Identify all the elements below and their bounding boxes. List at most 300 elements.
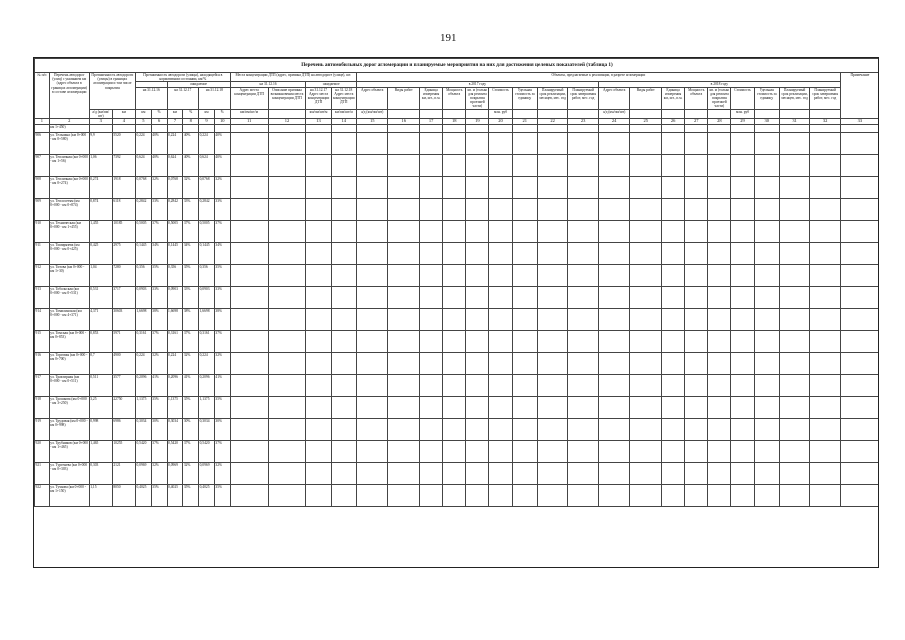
empty-cell bbox=[731, 485, 754, 507]
cell-p1: 37% bbox=[151, 441, 167, 463]
cell-len: 9,9 bbox=[89, 133, 112, 155]
cell-v2: 1,1375 bbox=[167, 397, 183, 419]
empty-cell bbox=[230, 177, 268, 199]
cell-len: 0,303 bbox=[89, 463, 112, 485]
unit-km-cov: км bbox=[112, 109, 135, 118]
empty-cell bbox=[598, 463, 630, 485]
empty-cell bbox=[537, 419, 568, 441]
empty-cell bbox=[568, 199, 599, 221]
cell-n: 917 bbox=[35, 375, 50, 397]
empty-cell bbox=[810, 221, 841, 243]
empty-cell bbox=[708, 221, 731, 243]
cell-n: 913 bbox=[35, 287, 50, 309]
cell-p1: 34% bbox=[151, 243, 167, 265]
unit-accident: км/пм/шт/м bbox=[230, 109, 268, 118]
empty-cell bbox=[331, 331, 356, 353]
empty-cell bbox=[306, 353, 331, 375]
empty-cell bbox=[268, 199, 306, 221]
empty-cell bbox=[356, 485, 388, 507]
cell-p1: 32% bbox=[151, 353, 167, 375]
empty-cell bbox=[568, 265, 599, 287]
header-year-2018: в 2018 году bbox=[598, 82, 840, 87]
empty-cell bbox=[685, 331, 708, 353]
empty-cell bbox=[537, 485, 568, 507]
header-capacity-2018: Мощность объекта bbox=[685, 87, 708, 109]
empty-cell bbox=[537, 353, 568, 375]
empty-cell bbox=[331, 199, 356, 221]
empty-cell bbox=[306, 199, 331, 221]
page-number: 191 bbox=[440, 32, 457, 44]
header-object-address-2017: Адрес объекта bbox=[356, 87, 388, 109]
empty-cell bbox=[268, 331, 306, 353]
empty-cell bbox=[840, 221, 879, 243]
cell-v3: 0,5420 bbox=[199, 441, 215, 463]
empty-cell bbox=[598, 397, 630, 419]
empty-cell bbox=[443, 331, 466, 353]
cell-cov: 1918 bbox=[112, 177, 135, 199]
cell-cov: 2975 bbox=[112, 243, 135, 265]
cell-name: ул. Тельмана (км 0+000 - км 0+580) bbox=[49, 133, 89, 155]
table-row bbox=[35, 375, 880, 397]
cell-v3: 0,2096 bbox=[199, 375, 215, 397]
empty-cell bbox=[779, 287, 810, 309]
empty-cell bbox=[443, 177, 466, 199]
empty-cell bbox=[708, 199, 731, 221]
empty-cell bbox=[810, 375, 841, 397]
unit-object-2017: а/д (км/пм/шт) bbox=[356, 109, 388, 118]
empty-cell bbox=[443, 155, 466, 177]
empty-cell bbox=[466, 155, 489, 177]
empty-cell bbox=[598, 353, 630, 375]
empty-cell bbox=[420, 419, 443, 441]
empty-cell bbox=[685, 243, 708, 265]
empty-cell bbox=[443, 485, 466, 507]
empty-cell bbox=[731, 309, 754, 331]
cell-p3: 32% bbox=[214, 177, 230, 199]
cell-p1: 40% bbox=[151, 155, 167, 177]
empty-cell bbox=[489, 441, 512, 463]
empty-cell bbox=[840, 375, 879, 397]
empty-cell bbox=[388, 375, 420, 397]
header-accident-places: Места концентрации ДТП (адрес, причина ДТП) на автодороге (улице), шт. bbox=[230, 73, 356, 82]
cell-n: 914 bbox=[35, 309, 50, 331]
table-row bbox=[35, 485, 880, 507]
column-number: 26 bbox=[662, 119, 685, 125]
column-number: 30 bbox=[754, 119, 779, 125]
header-road-list: Перечень автодорог (улиц) с указанием км (адрес объекта в границах агломерации) в составе агломерации bbox=[49, 73, 89, 119]
empty-cell bbox=[537, 463, 568, 485]
empty-cell bbox=[598, 309, 630, 331]
empty-cell bbox=[388, 221, 420, 243]
empty-cell bbox=[306, 375, 331, 397]
empty-cell bbox=[630, 441, 662, 463]
cell-v3: 0,1445 bbox=[199, 243, 215, 265]
cell-name: ул. Томилинская (км 0+000 - км 4+371) bbox=[49, 309, 89, 331]
empty-cell bbox=[685, 221, 708, 243]
cell-v2: 0,1445 bbox=[167, 243, 183, 265]
empty-cell bbox=[685, 309, 708, 331]
empty-cell bbox=[810, 177, 841, 199]
empty-cell bbox=[840, 331, 879, 353]
cell-p2: 33% bbox=[183, 199, 199, 221]
empty-cell bbox=[662, 419, 685, 441]
empty-cell bbox=[489, 485, 512, 507]
column-number: 29 bbox=[731, 119, 754, 125]
empty-cell bbox=[489, 463, 512, 485]
empty-cell bbox=[443, 397, 466, 419]
empty-cell bbox=[708, 485, 731, 507]
empty-cell bbox=[443, 309, 466, 331]
empty-cell bbox=[598, 199, 630, 221]
cell-v1: 0,5005 bbox=[135, 221, 151, 243]
empty-cell bbox=[443, 441, 466, 463]
cell-v3: 1,1375 bbox=[199, 397, 215, 419]
empty-cell bbox=[630, 265, 662, 287]
cell-cov: 30603 bbox=[112, 309, 135, 331]
empty-cell bbox=[731, 287, 754, 309]
cell-cov: 4900 bbox=[112, 353, 135, 375]
cell-p3: 35% bbox=[214, 265, 230, 287]
empty-cell bbox=[662, 199, 685, 221]
cell-p3: 34% bbox=[214, 243, 230, 265]
cell-p1: 35% bbox=[151, 397, 167, 419]
empty-cell bbox=[662, 265, 685, 287]
cell-p3: 40% bbox=[214, 155, 230, 177]
cell-len: 0,7 bbox=[89, 353, 112, 375]
cell-p1: 32% bbox=[151, 463, 167, 485]
empty-cell bbox=[443, 463, 466, 485]
empty-cell bbox=[840, 199, 879, 221]
empty-cell bbox=[731, 243, 754, 265]
cell-v2: 0,0969 bbox=[167, 463, 183, 485]
header-expected-accident: ожидаемое bbox=[306, 82, 357, 87]
cell-name: ул. Тепличная (км 0+000 - км 1+56) bbox=[49, 155, 89, 177]
empty-cell bbox=[489, 353, 512, 375]
empty-cell bbox=[512, 243, 537, 265]
cell-p1: 30% bbox=[151, 419, 167, 441]
empty-cell bbox=[754, 155, 779, 177]
cell-name: ул. Техническая (км 0+000 - км 1+455) bbox=[49, 221, 89, 243]
empty-cell bbox=[331, 265, 356, 287]
empty-cell bbox=[840, 463, 879, 485]
cell-len: 0,853 bbox=[89, 331, 112, 353]
empty-cell bbox=[306, 397, 331, 419]
cell-v1: 0,5420 bbox=[135, 441, 151, 463]
empty-cell bbox=[731, 441, 754, 463]
empty-cell bbox=[466, 375, 489, 397]
empty-cell bbox=[662, 331, 685, 353]
column-number: 11 bbox=[230, 119, 268, 125]
empty-cell bbox=[598, 419, 630, 441]
empty-cell bbox=[230, 419, 268, 441]
empty-cell bbox=[420, 133, 443, 155]
empty-cell bbox=[268, 309, 306, 331]
empty-cell bbox=[662, 221, 685, 243]
empty-cell bbox=[537, 177, 568, 199]
empty-cell bbox=[489, 155, 512, 177]
cell-cov: 3577 bbox=[112, 375, 135, 397]
empty-cell bbox=[662, 353, 685, 375]
empty-cell bbox=[268, 353, 306, 375]
cell-v2: 0,2842 bbox=[167, 199, 183, 221]
empty-cell bbox=[779, 177, 810, 199]
column-number: 3 bbox=[89, 119, 112, 125]
empty-cell bbox=[598, 265, 630, 287]
empty-cell bbox=[420, 353, 443, 375]
empty-cell bbox=[537, 375, 568, 397]
empty-cell bbox=[754, 243, 779, 265]
empty-cell bbox=[810, 485, 841, 507]
cell-p3: 35% bbox=[214, 397, 230, 419]
empty-cell bbox=[810, 265, 841, 287]
cell-name: ул. Трактирная (км 0+000 - км 0+511) bbox=[49, 375, 89, 397]
header-objects: Объекты, предлагаемые к реализации, в разрезе агломерации bbox=[356, 73, 840, 82]
cell-name: ул. Томская (км 0+000 - км 0+853) bbox=[49, 331, 89, 353]
empty-cell bbox=[388, 265, 420, 287]
empty-cell bbox=[630, 375, 662, 397]
cell-p1: 33% bbox=[151, 287, 167, 309]
table-row bbox=[35, 397, 880, 419]
empty-cell bbox=[356, 331, 388, 353]
cell-v1: 0,224 bbox=[135, 133, 151, 155]
empty-cell bbox=[779, 221, 810, 243]
empty-cell bbox=[685, 397, 708, 419]
empty-cell bbox=[568, 177, 599, 199]
empty-cell bbox=[512, 419, 537, 441]
empty-cell bbox=[779, 419, 810, 441]
cell-n: 916 bbox=[35, 353, 50, 375]
cell-v3: 0,224 bbox=[199, 353, 215, 375]
empty-cell bbox=[708, 331, 731, 353]
cell-name: ул. Торговая (км 0+000 - км 0+700) bbox=[49, 353, 89, 375]
empty-cell bbox=[630, 309, 662, 331]
cell-name: ул. Тимирязева (км 0+000 - км 0+425) bbox=[49, 243, 89, 265]
empty-cell bbox=[779, 375, 810, 397]
empty-cell bbox=[489, 243, 512, 265]
cell-v3: 0,624 bbox=[199, 155, 215, 177]
empty-cell bbox=[840, 485, 879, 507]
cell-v1: 0,0768 bbox=[135, 177, 151, 199]
header-year-2017: в 2017 году bbox=[356, 82, 598, 87]
empty-cell bbox=[466, 199, 489, 221]
cell-v3: 0,2842 bbox=[199, 199, 215, 221]
cell-cov: 10185 bbox=[112, 221, 135, 243]
cell-n: 920 bbox=[35, 441, 50, 463]
unit-km-2018: км bbox=[199, 109, 215, 118]
cell-v2: 0,3034 bbox=[167, 419, 183, 441]
empty-cell bbox=[466, 331, 489, 353]
cell-v3: 0,3034 bbox=[199, 419, 215, 441]
empty-cell bbox=[630, 177, 662, 199]
cell-v1: 0,0903 bbox=[135, 287, 151, 309]
empty-cell bbox=[662, 441, 685, 463]
empty-cell bbox=[630, 331, 662, 353]
empty-cell bbox=[731, 463, 754, 485]
unit-pct-2016: % bbox=[151, 109, 167, 118]
cell-p2: 33% bbox=[183, 287, 199, 309]
cell-name: ул. Трошкова (км 0+000 - км 3+250) bbox=[49, 397, 89, 419]
empty-cell bbox=[466, 221, 489, 243]
empty-cell bbox=[685, 375, 708, 397]
empty-cell bbox=[331, 309, 356, 331]
column-number: 2 bbox=[49, 119, 89, 125]
table-row bbox=[35, 199, 880, 221]
empty-cell bbox=[331, 133, 356, 155]
empty-cell bbox=[443, 287, 466, 309]
column-number: 13 bbox=[306, 119, 331, 125]
column-number: 20 bbox=[489, 119, 512, 125]
empty-cell bbox=[754, 199, 779, 221]
header-accident-addr-2017: на 31.12.17 Адрес места концентрации ДТП bbox=[306, 87, 331, 109]
empty-cell bbox=[268, 133, 306, 155]
header-date-2016: на 31.12.16 bbox=[135, 87, 167, 109]
empty-cell bbox=[840, 133, 879, 155]
cell-len: 1,455 bbox=[89, 221, 112, 243]
column-number: 33 bbox=[840, 119, 879, 125]
empty-cell bbox=[331, 419, 356, 441]
cell-cov: 5520 bbox=[112, 133, 135, 155]
empty-cell bbox=[598, 287, 630, 309]
empty-cell bbox=[754, 177, 779, 199]
cell-v1: 1,6698 bbox=[135, 309, 151, 331]
empty-cell bbox=[388, 133, 420, 155]
cell-name: ул. Теплосетям (км 0+000 - км 0+874) bbox=[49, 199, 89, 221]
empty-cell bbox=[356, 441, 388, 463]
cell-v1: 0,3161 bbox=[135, 331, 151, 353]
empty-cell bbox=[731, 199, 754, 221]
empty-cell bbox=[662, 375, 685, 397]
empty-cell bbox=[568, 375, 599, 397]
empty-cell bbox=[779, 397, 810, 419]
empty-cell bbox=[708, 397, 731, 419]
cell-v2: 0,3161 bbox=[167, 331, 183, 353]
table-row bbox=[35, 419, 880, 441]
empty-cell bbox=[810, 331, 841, 353]
empty-cell bbox=[630, 221, 662, 243]
empty-cell bbox=[630, 353, 662, 375]
empty-cell bbox=[356, 265, 388, 287]
empty-cell bbox=[662, 133, 685, 155]
cell-cov: 5971 bbox=[112, 331, 135, 353]
empty-cell bbox=[306, 221, 331, 243]
empty-cell bbox=[489, 419, 512, 441]
cell-p2: 32% bbox=[183, 177, 199, 199]
cell-v2: 0,2096 bbox=[167, 375, 183, 397]
header-length-norm: Протяженность автодороги (улицы), находящейся в нормативном состоянии, км/% bbox=[135, 73, 230, 82]
cell-cov: 10255 bbox=[112, 441, 135, 463]
table-row bbox=[35, 133, 880, 155]
empty-cell bbox=[388, 485, 420, 507]
empty-cell bbox=[230, 441, 268, 463]
cell-p1: 37% bbox=[151, 331, 167, 353]
table-row bbox=[35, 221, 880, 243]
column-number: 23 bbox=[568, 119, 599, 125]
cell-cov: 6986 bbox=[112, 419, 135, 441]
empty-cell bbox=[512, 485, 537, 507]
empty-cell bbox=[754, 441, 779, 463]
empty-cell bbox=[306, 485, 331, 507]
empty-cell bbox=[331, 375, 356, 397]
empty-cell bbox=[754, 463, 779, 485]
empty-cell bbox=[568, 441, 599, 463]
empty-cell bbox=[466, 397, 489, 419]
empty-cell bbox=[268, 419, 306, 441]
cell-v3: 0,5005 bbox=[199, 221, 215, 243]
empty-cell bbox=[537, 397, 568, 419]
column-number: 21 bbox=[512, 119, 537, 125]
empty-cell bbox=[388, 155, 420, 177]
empty-cell bbox=[568, 243, 599, 265]
empty-cell bbox=[708, 375, 731, 397]
empty-cell bbox=[685, 287, 708, 309]
cell-v3: 0,0768 bbox=[199, 177, 215, 199]
empty-cell bbox=[466, 177, 489, 199]
unit-km-2017: км bbox=[167, 109, 183, 118]
cell-p3: 33% bbox=[214, 199, 230, 221]
header-capacity-2017: Мощность объекта bbox=[443, 87, 466, 109]
cell-v2: 0,0903 bbox=[167, 287, 183, 309]
cell-p2: 34% bbox=[183, 243, 199, 265]
empty-cell bbox=[568, 287, 599, 309]
cell-v1: 0,224 bbox=[135, 353, 151, 375]
cell-p2: 37% bbox=[183, 331, 199, 353]
cell-p1: 32% bbox=[151, 177, 167, 199]
empty-cell bbox=[331, 485, 356, 507]
cell-p2: 38% bbox=[183, 309, 199, 331]
empty-cell bbox=[388, 177, 420, 199]
empty-cell bbox=[754, 375, 779, 397]
cell-p3: 37% bbox=[214, 221, 230, 243]
column-number: 9 bbox=[199, 119, 215, 125]
empty-cell bbox=[420, 441, 443, 463]
cell-n: 909 bbox=[35, 199, 50, 221]
empty-cell bbox=[708, 155, 731, 177]
empty-cell bbox=[810, 309, 841, 331]
empty-cell bbox=[489, 397, 512, 419]
empty-cell bbox=[754, 265, 779, 287]
cell-v2: 0,0768 bbox=[167, 177, 183, 199]
empty-cell bbox=[466, 485, 489, 507]
empty-cell bbox=[630, 243, 662, 265]
header-num: № п/п bbox=[35, 73, 50, 119]
header-accident-cause: Описание причины возникновения места концентрации ДТП bbox=[268, 87, 306, 109]
empty-cell bbox=[630, 397, 662, 419]
cell-len: 0,425 bbox=[89, 243, 112, 265]
empty-cell bbox=[568, 397, 599, 419]
empty-cell bbox=[489, 331, 512, 353]
empty-cell bbox=[268, 375, 306, 397]
header-completion-2017: Планируемый срок завершения работ, мес. год bbox=[568, 87, 599, 109]
unit-object-2018: а/д (км/пм/шт) bbox=[598, 109, 630, 118]
empty-cell bbox=[466, 243, 489, 265]
header-unit-2018: Единица измерения км, шт., п.м. bbox=[662, 87, 685, 109]
empty-cell bbox=[356, 463, 388, 485]
empty-cell bbox=[810, 397, 841, 419]
empty-cell bbox=[779, 463, 810, 485]
empty-cell bbox=[230, 221, 268, 243]
cell-n: 911 bbox=[35, 243, 50, 265]
cell-p2: 35% bbox=[183, 485, 199, 507]
empty-cell bbox=[537, 199, 568, 221]
column-number: 7 bbox=[167, 119, 183, 125]
cell-len: 0,274 bbox=[89, 177, 112, 199]
empty-cell bbox=[230, 265, 268, 287]
cell-p1: 40% bbox=[151, 133, 167, 155]
empty-cell bbox=[568, 331, 599, 353]
empty-cell bbox=[840, 177, 879, 199]
empty-cell bbox=[598, 133, 630, 155]
empty-cell bbox=[708, 309, 731, 331]
